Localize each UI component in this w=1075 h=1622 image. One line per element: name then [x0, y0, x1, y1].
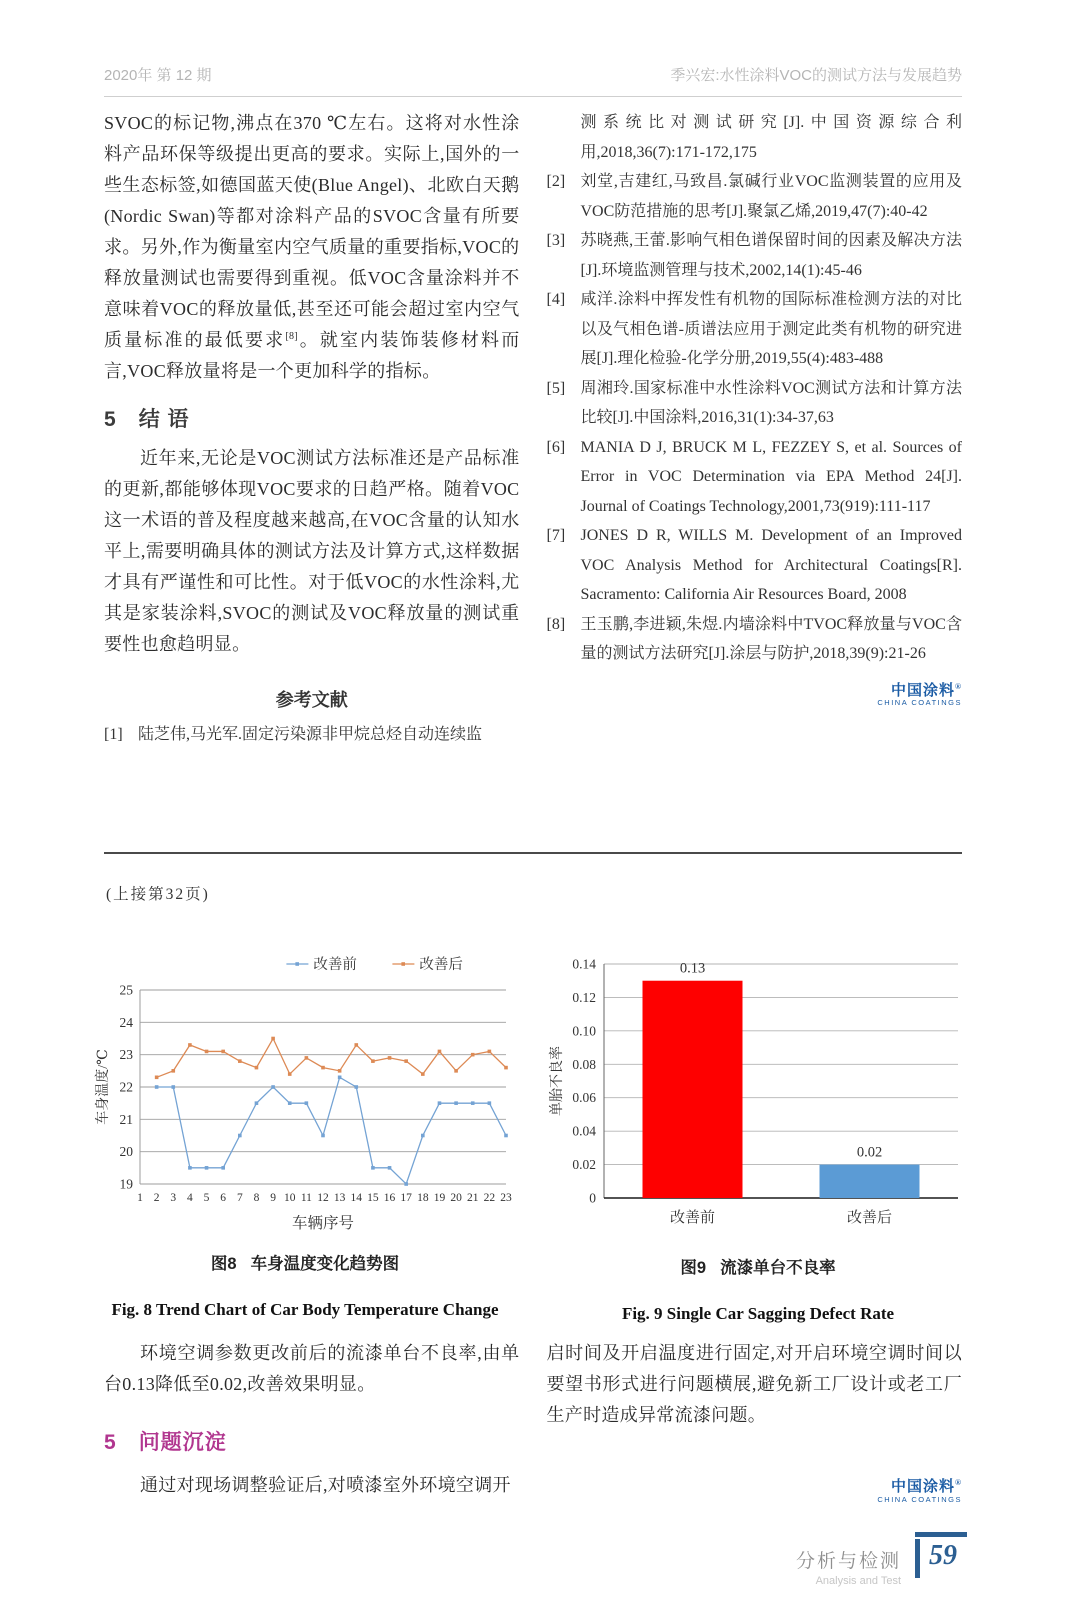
reference-number: [1] [104, 726, 123, 743]
paragraph-text: 。就室内装饰装修材料而言,VOC释放量将是一个更加科学的指标。 [104, 330, 520, 381]
svg-text:8: 8 [253, 1192, 260, 1204]
figure-9 [546, 948, 970, 1324]
paragraph-svoc [104, 108, 520, 387]
paragraph-conclusion: 近年来,无论是VOC测试方法标准还是产品标准的更新,都能够体现VOC要求的日趋严格。随着VOC这一术语的普及程度越来越高,在VOC含量的认知水平上,需要明确具体的测试方法及计算方式,这样数据才具有严谨性和可比性。对于低VOC的水性涂料,尤其是家装涂料,SVOC的测试及VOC释放量的测试重要性也愈趋明显。 [104, 448, 520, 654]
logo-text-en: CHINA COATINGS [877, 1494, 962, 1504]
reference-text: JONES D R, WILLS M. Development of an Improved VOC Analysis Method for Architectural Coatings[R]. Sacramento: California Air Resources Board, 2008 [580, 527, 962, 603]
svg-text:车辆序号: 车辆序号 [291, 1215, 355, 1232]
reference-item [547, 285, 963, 374]
footer-section-cn: 分析与检测 [795, 1551, 901, 1572]
registered-mark-icon: ® [955, 1478, 962, 1487]
svg-text:17: 17 [400, 1192, 412, 1204]
reference-item [547, 167, 963, 226]
reference-text: 陆芝伟,马光军.固定污染源非甲烷总烃自动连续监 [138, 726, 483, 743]
svg-text:10: 10 [283, 1192, 296, 1204]
registered-mark-icon: ® [955, 681, 962, 691]
fig8-caption-cn: 图8 车身温度变化趋势图 [210, 1255, 400, 1273]
fig9-bar-chart [546, 948, 970, 1246]
section-heading-conclusion [104, 403, 520, 433]
svg-text:车身温度/℃: 车身温度/℃ [96, 1049, 111, 1125]
svg-text:19: 19 [433, 1192, 446, 1204]
svg-text:3: 3 [170, 1192, 177, 1204]
svg-text:24: 24 [119, 1014, 133, 1030]
svg-text:21: 21 [466, 1192, 479, 1204]
svg-text:改善前: 改善前 [669, 1210, 716, 1226]
svg-text:0.13: 0.13 [679, 960, 706, 977]
bottom-left-column [104, 1338, 520, 1504]
section-number: 5 [104, 408, 117, 431]
svg-text:15: 15 [367, 1192, 379, 1204]
fig9-caption-cn: 图9 流漆单台不良率 [680, 1259, 836, 1277]
reference-text: 王玉鹏,李进颖,朱煜.内墙涂料中TVOC释放量与VOC含量的测试方法研究[J].涂层与防护,2018,39(9):21-26 [580, 615, 962, 662]
svg-text:16: 16 [383, 1192, 396, 1204]
reference-item [547, 374, 963, 433]
section-number: 5 [104, 1431, 117, 1454]
svg-text:0.14: 0.14 [572, 956, 596, 972]
reference-text: 咸洋.涂料中挥发性有机物的国际标准检测方法的对比以及气相色谱-质谱法应用于测定此类有机物的研究进展[J].理化检验-化学分册,2019,55(4):483-488 [580, 291, 962, 367]
bottom-columns [104, 1338, 962, 1504]
page-header [104, 64, 962, 97]
logo-text-cn: 中国涂料 [891, 682, 956, 699]
svg-text:7: 7 [236, 1192, 243, 1204]
fig8-caption-en: Fig. 8 Trend Chart of Car Body Temperature Change [111, 1300, 499, 1319]
reference-item [547, 226, 963, 285]
fig9-caption-en: Fig. 9 Single Car Sagging Defect Rate [621, 1304, 895, 1323]
svg-text:0.12: 0.12 [572, 989, 596, 1005]
reference-number: [7] [546, 527, 566, 544]
svg-text:2: 2 [153, 1192, 160, 1204]
svg-text:25: 25 [119, 982, 133, 998]
svg-text:单胎不良率: 单胎不良率 [550, 1046, 565, 1116]
svg-text:12: 12 [317, 1192, 329, 1204]
reference-text: MANIA D J, BRUCK M L, FEZZEY S, et al. Sources of Error in VOC Determination via EPA Method 24[J]. Journal of Coatings Technology,2001,73(919):111-117 [580, 438, 962, 515]
svg-text:0.10: 0.10 [572, 1023, 596, 1039]
page-number: 59 [915, 1539, 967, 1578]
svg-text:0.02: 0.02 [572, 1157, 596, 1173]
paragraph-verification: 通过对现场调整验证后,对喷漆室外环境空调开 [140, 1475, 511, 1495]
reference-item [104, 720, 520, 750]
svg-text:改善后: 改善后 [846, 1210, 893, 1226]
svg-text:14: 14 [350, 1192, 363, 1204]
page-number-bracket [915, 1532, 967, 1578]
section-divider [104, 852, 962, 854]
reference-item [547, 521, 963, 610]
left-column [104, 108, 520, 750]
svg-text:21: 21 [119, 1111, 133, 1127]
fig9-number: 图9 [680, 1259, 707, 1277]
section-title: 结 语 [138, 408, 190, 431]
svg-text:0.04: 0.04 [572, 1123, 596, 1139]
paragraph-text: SVOC的标记物,沸点在370 ℃左右。这将对水性涂料产品环保等级提出更高的要求。实际上,国外的一些生态标签,如德国蓝天使(Blue Angel)、北欧白天鹅(Nordic Swan)等都对涂料产品的SVOC含量有所要求。另外,作为衡量室内空气质量的重要指标,VOC的释放量测试也需要得到重视。低VOC含量涂料并不意味着VOC的释放量低,甚至还可能会超过室内空气质量标准的最低要求 [104, 113, 520, 350]
reference-number: [2] [546, 173, 566, 190]
svg-text:改善前: 改善前 [313, 957, 357, 973]
svg-text:0.06: 0.06 [572, 1090, 596, 1106]
svg-text:20: 20 [119, 1144, 133, 1160]
references-title: 参考文献 [275, 690, 348, 710]
reference-text: 苏晓燕,王蕾.影响气相色谱保留时间的因素及解决方法[J].环境监测管理与技术,2002,14(1):45-46 [580, 232, 962, 279]
continued-from-note: (上接第32页) [106, 886, 210, 903]
reference-number: [4] [546, 291, 566, 308]
svg-text:19: 19 [119, 1176, 133, 1192]
reference-text: 周湘玲.国家标准中水性涂料VOC测试方法和计算方法比较[J].中国涂料,2016,31(1):34-37,63 [580, 379, 962, 426]
fig8-line-chart [94, 948, 516, 1242]
right-column [547, 108, 963, 750]
svg-text:0.02: 0.02 [856, 1144, 883, 1161]
svg-text:23: 23 [500, 1192, 512, 1204]
svg-text:13: 13 [333, 1192, 346, 1204]
reference-number: [8] [546, 615, 566, 633]
paragraph-result: 环境空调参数更改前后的流漆单台不良率,由单台0.13降低至0.02,改善效果明显。 [104, 1343, 520, 1394]
reference-number: [5] [546, 379, 566, 397]
logo-text-en: CHINA COATINGS [877, 698, 962, 707]
figures-row [94, 948, 969, 1324]
reference-item [547, 433, 963, 522]
svg-text:改善后: 改善后 [419, 957, 463, 973]
china-coatings-logo [547, 1479, 963, 1504]
svg-text:5: 5 [203, 1192, 210, 1204]
bottom-right-column [547, 1338, 963, 1504]
logo-text-cn: 中国涂料 [891, 1479, 956, 1495]
svg-text:11: 11 [300, 1192, 312, 1204]
svg-text:23: 23 [119, 1047, 133, 1063]
article-columns [104, 108, 962, 750]
reference-text: 测系统比对测试研究[J].中国资源综合利用,2018,36(7):171-172,175 [580, 114, 962, 161]
section-title: 问题沉淀 [138, 1431, 227, 1454]
fig8-number: 图8 [210, 1255, 237, 1273]
svg-text:9: 9 [270, 1192, 276, 1204]
paragraph-continuation: 启时间及开启温度进行固定,对开启环境空调时间以要望书形式进行问题横展,避免新工厂设计或老工厂生产时造成异常流漆问题。 [546, 1343, 962, 1425]
running-title: 季兴宏:水性涂料VOC的测试方法与发展趋势 [670, 67, 962, 84]
reference-item [547, 610, 963, 669]
issue-info: 2020年 第 12 期 [104, 67, 212, 84]
reference-number: [6] [546, 438, 566, 456]
reference-number: [3] [546, 232, 566, 249]
svg-text:0.08: 0.08 [572, 1056, 596, 1072]
reference-number [547, 108, 581, 167]
footer-section-en: Analysis and Test [815, 1575, 901, 1587]
section-heading-problem [104, 1426, 520, 1456]
china-coatings-logo [547, 683, 963, 708]
svg-text:20: 20 [450, 1192, 462, 1204]
page-footer [796, 1532, 967, 1587]
reference-text: 刘堂,吉建红,马致昌.氯碱行业VOC监测装置的应用及VOC防范措施的思考[J].聚氯乙烯,2019,47(7):40-42 [580, 173, 962, 220]
svg-text:6: 6 [220, 1192, 227, 1204]
reference-item [547, 108, 963, 167]
svg-text:18: 18 [417, 1192, 429, 1204]
svg-text:0: 0 [589, 1190, 596, 1206]
svg-text:1: 1 [137, 1192, 143, 1204]
svg-text:22: 22 [483, 1192, 496, 1204]
citation-superscript: [8] [285, 331, 298, 342]
svg-text:4: 4 [187, 1192, 193, 1204]
figure-8 [94, 948, 516, 1324]
svg-text:22: 22 [119, 1079, 133, 1095]
